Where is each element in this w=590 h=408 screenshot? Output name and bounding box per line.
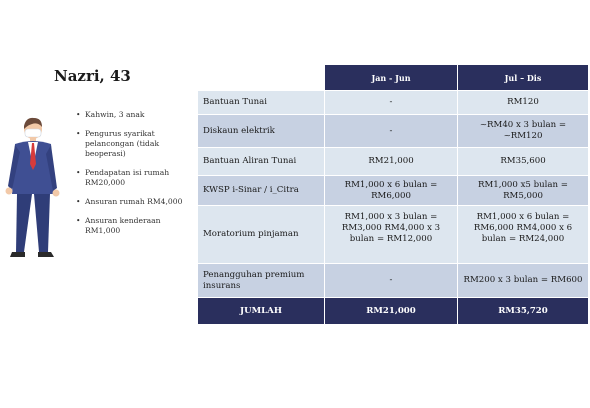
table-row <box>198 115 589 148</box>
total-jan-jun: RM21,000 <box>325 298 458 325</box>
row-label: Moratorium pinjaman <box>198 206 325 264</box>
row-label: KWSP i-Sinar / i_Citra <box>198 176 325 206</box>
cell-jan-jun: - <box>325 115 458 148</box>
cell-jul-dis <box>458 206 589 264</box>
list-item: • Kahwin, 3 anak <box>76 110 196 120</box>
header-blank-cell <box>198 65 325 91</box>
table-row <box>198 91 589 115</box>
cell-jul-dis <box>458 176 589 206</box>
businessman-illustration-icon <box>4 116 62 262</box>
row-label: Diskaun elektrik <box>198 115 325 148</box>
table-row <box>198 148 589 176</box>
row-label: Bantuan Aliran Tunai <box>198 148 325 176</box>
profile-title: Nazri, 43 <box>54 67 131 85</box>
table-row <box>198 206 589 264</box>
cell-jul-dis-text: RM1,000 x 6 bulan = RM6,000 RM4,000 x 6 bulan = RM24,000 <box>473 211 573 244</box>
total-label: JUMLAH <box>198 298 325 325</box>
cell-jul-dis: ~RM40 x 3 bulan = ~RM120 <box>458 115 589 148</box>
cell-jan-jun: RM21,000 <box>325 148 458 176</box>
table-row-total <box>198 298 589 325</box>
cell-jan-jun: - <box>325 264 458 298</box>
list-item: • Ansuran rumah RM4,000 <box>76 197 196 207</box>
cell-jul-dis: RM120 <box>458 91 589 115</box>
list-item: • Pengurus syarikat pelancongan (tidak beoperasi) <box>76 129 196 159</box>
cell-jan-jun: - <box>325 91 458 115</box>
row-label: Penangguhan premium insurans <box>198 264 325 298</box>
column-header-jul-dis: Jul – Dis <box>458 65 589 91</box>
table-row <box>198 264 589 298</box>
cell-jul-dis: RM200 x 3 bulan = RM600 <box>458 264 589 298</box>
list-item: • Pendapatan isi rumah RM20,000 <box>76 168 196 188</box>
aid-comparison-table <box>197 64 589 325</box>
list-item: • Ansuran kenderaan RM1,000 <box>76 216 196 236</box>
cell-jan-jun <box>325 206 458 264</box>
total-jul-dis: RM35,720 <box>458 298 589 325</box>
cell-jan-jun <box>325 176 458 206</box>
column-header-jan-jun: Jan - Jun <box>325 65 458 91</box>
row-label: Bantuan Tunai <box>198 91 325 115</box>
cell-jul-dis-text: RM1,000 x5 bulan = RM5,000 <box>477 179 569 201</box>
cell-jul-dis: RM35,600 <box>458 148 589 176</box>
cell-jan-jun-text: RM1,000 x 6 bulan = RM6,000 <box>344 179 438 201</box>
profile-details-list <box>76 110 196 245</box>
table-row <box>198 176 589 206</box>
cell-jan-jun-text: RM1,000 x 3 bulan = RM3,000 RM4,000 x 3 bulan = RM12,000 <box>341 211 441 244</box>
